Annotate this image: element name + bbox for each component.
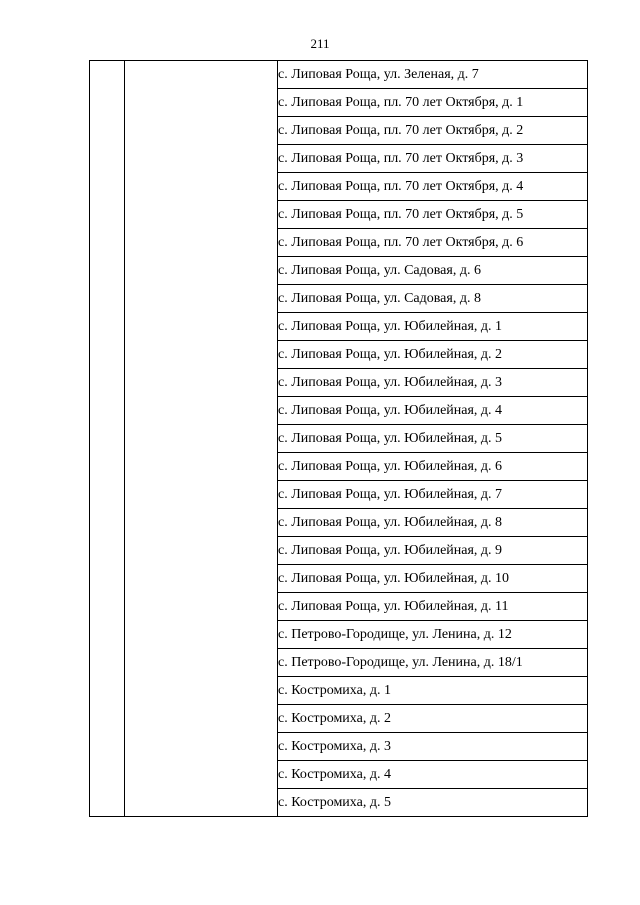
address-table	[89, 60, 588, 817]
address-cell: с. Липовая Роща, ул. Зеленая, д. 7	[278, 61, 588, 89]
address-cell: с. Липовая Роща, ул. Юбилейная, д. 6	[278, 453, 588, 481]
address-cell: с. Костромиха, д. 4	[278, 761, 588, 789]
address-cell: с. Петрово-Городище, ул. Ленина, д. 18/1	[278, 649, 588, 677]
address-cell: с. Липовая Роща, ул. Юбилейная, д. 7	[278, 481, 588, 509]
address-cell: с. Костромиха, д. 2	[278, 705, 588, 733]
page-number: 211	[310, 36, 330, 51]
empty-number-cell	[90, 61, 125, 817]
address-cell: с. Петрово-Городище, ул. Ленина, д. 12	[278, 621, 588, 649]
address-cell: с. Липовая Роща, ул. Юбилейная, д. 4	[278, 397, 588, 425]
empty-name-cell	[125, 61, 278, 817]
address-cell: с. Липовая Роща, ул. Юбилейная, д. 5	[278, 425, 588, 453]
address-cell: с. Липовая Роща, пл. 70 лет Октября, д. 5	[278, 201, 588, 229]
address-cell: с. Липовая Роща, ул. Юбилейная, д. 10	[278, 565, 588, 593]
address-cell: с. Липовая Роща, ул. Юбилейная, д. 2	[278, 341, 588, 369]
address-cell: с. Липовая Роща, ул. Юбилейная, д. 9	[278, 537, 588, 565]
address-cell: с. Липовая Роща, ул. Юбилейная, д. 11	[278, 593, 588, 621]
address-cell: с. Костромиха, д. 3	[278, 733, 588, 761]
address-cell: с. Костромиха, д. 5	[278, 789, 588, 817]
address-cell: с. Костромиха, д. 1	[278, 677, 588, 705]
address-cell: с. Липовая Роща, пл. 70 лет Октября, д. 3	[278, 145, 588, 173]
address-table-body	[90, 61, 588, 817]
table-row	[90, 61, 588, 89]
address-cell: с. Липовая Роща, ул. Юбилейная, д. 8	[278, 509, 588, 537]
address-cell: с. Липовая Роща, пл. 70 лет Октября, д. 1	[278, 89, 588, 117]
address-cell: с. Липовая Роща, пл. 70 лет Октября, д. 2	[278, 117, 588, 145]
address-cell: с. Липовая Роща, пл. 70 лет Октября, д. 4	[278, 173, 588, 201]
address-cell: с. Липовая Роща, ул. Юбилейная, д. 3	[278, 369, 588, 397]
address-cell: с. Липовая Роща, ул. Юбилейная, д. 1	[278, 313, 588, 341]
address-cell: с. Липовая Роща, пл. 70 лет Октября, д. 6	[278, 229, 588, 257]
address-cell: с. Липовая Роща, ул. Садовая, д. 6	[278, 257, 588, 285]
address-cell: с. Липовая Роща, ул. Садовая, д. 8	[278, 285, 588, 313]
